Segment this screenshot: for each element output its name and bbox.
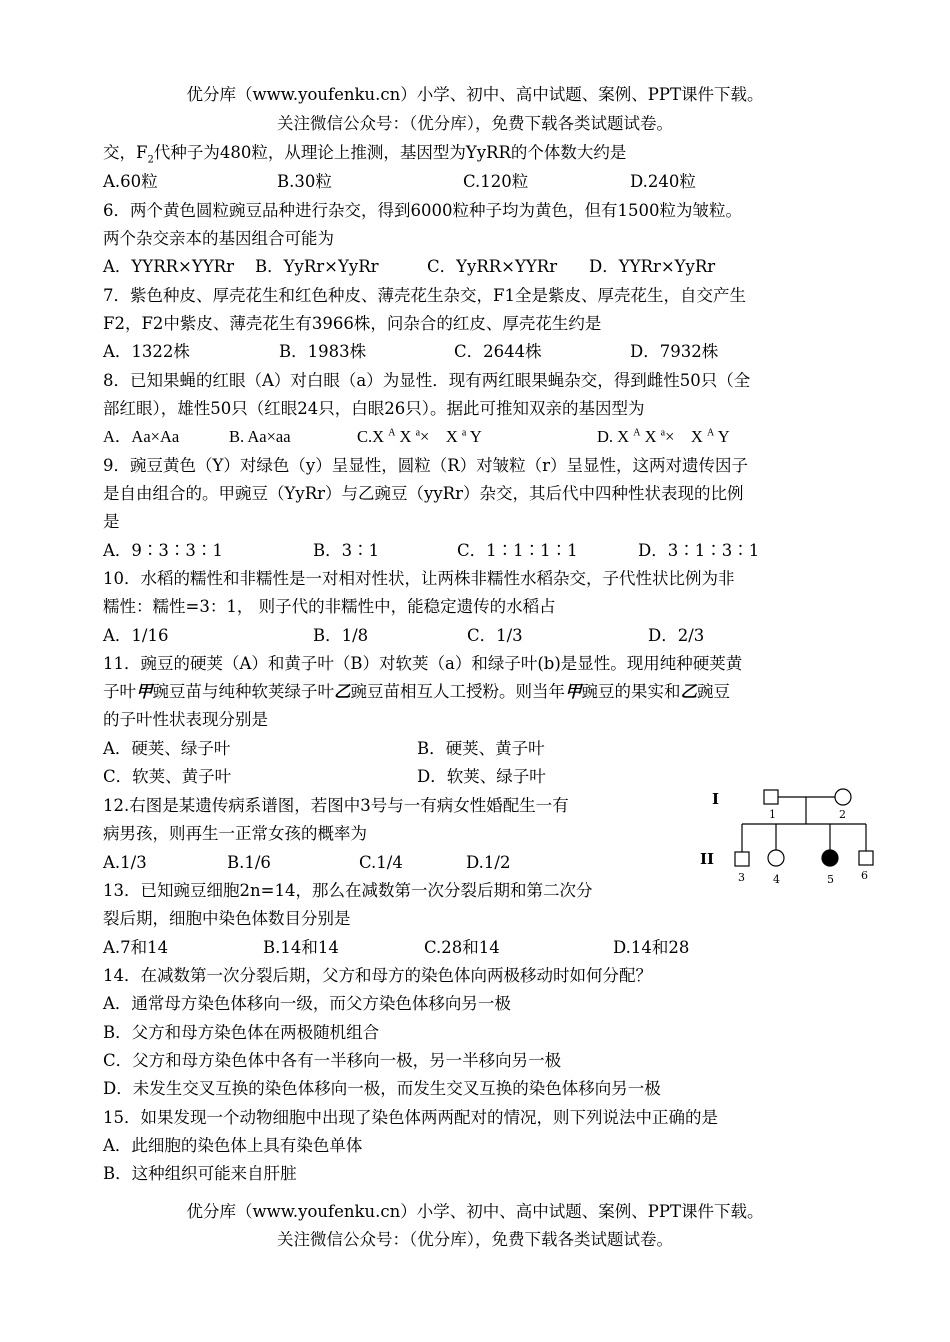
q11-option-a: A．硬荚、绿子叶 bbox=[103, 739, 231, 758]
individual-3-male bbox=[735, 852, 749, 866]
q13-stem-2: 裂后期，细胞中染色体数目分别是 bbox=[103, 909, 351, 928]
generation-i-label: I bbox=[712, 790, 720, 808]
q6-option-b: B．YyRr×YyRr bbox=[255, 257, 379, 276]
q8-stem-2: 部红眼），雄性50只（红眼24只，白眼26只）。据此可推知双亲的基因型为 bbox=[103, 399, 645, 418]
q13-option-b: B.14和14 bbox=[263, 938, 339, 957]
q7-option-a: A．1322株 bbox=[103, 342, 190, 361]
q14-option-b: B．父方和母方染色体在两极随机组合 bbox=[103, 1023, 380, 1042]
q5-option-b: B.30粒 bbox=[277, 172, 332, 191]
q8-option-d: D. X $^A$ X $^a$× X $^A$ Y bbox=[597, 427, 730, 446]
q7-stem-1: 7．紫色种皮、厚壳花生和红色种皮、薄壳花生杂交，F1全是紫皮、厚壳花生，自交产生 bbox=[103, 286, 746, 305]
q9-option-b: B．3∶1 bbox=[313, 541, 380, 560]
q15-option-a: A．此细胞的染色体上具有染色单体 bbox=[103, 1136, 363, 1155]
q10-option-c: C．1/3 bbox=[467, 626, 523, 645]
q13-option-c: C.28和14 bbox=[424, 938, 500, 957]
q9-option-c: C．1∶1∶1∶1 bbox=[457, 541, 578, 560]
q6-stem-1: 6．两个黄色圆粒豌豆品种进行杂交，得到6000粒种子均为黄色，但有1500粒为皱粒。 bbox=[103, 201, 742, 220]
header-line-1: 优分库（www.youfenku.cn）小学、初中、高中试题、案例、PPT课件下载。 bbox=[186, 85, 764, 104]
label-2: 2 bbox=[839, 808, 846, 821]
q10-option-d: D．2/3 bbox=[648, 626, 705, 645]
q9-option-a: A．9∶3∶3∶1 bbox=[103, 541, 223, 560]
individual-1-male bbox=[764, 790, 778, 804]
q13-options bbox=[103, 937, 903, 959]
generation-ii-label: II bbox=[700, 850, 715, 868]
label-3: 3 bbox=[738, 871, 745, 884]
q7-option-b: B．1983株 bbox=[279, 342, 367, 361]
q13-option-d: D.14和28 bbox=[613, 938, 690, 957]
q8-option-c: C.X $^A$ X $^a$× X $^a$ Y bbox=[357, 427, 482, 446]
pedigree-diagram bbox=[690, 782, 890, 892]
q13-stem-1: 13．已知豌豆细胞2n=14，那么在减数第一次分裂后期和第二次分 bbox=[103, 881, 593, 900]
label-6: 6 bbox=[861, 869, 868, 882]
q6-option-a: A．YYRR×YYRr bbox=[103, 257, 234, 276]
individual-2-female bbox=[835, 789, 851, 805]
q8-option-b: B. Aa×aa bbox=[229, 427, 291, 446]
q12-option-c: C.1/4 bbox=[359, 853, 403, 872]
q6-option-c: C．YyRR×YYRr bbox=[427, 257, 558, 276]
q5-options bbox=[103, 171, 903, 193]
q9-stem-3: 是 bbox=[103, 512, 120, 531]
q12-stem-2: 病男孩，则再生一正常女孩的概率为 bbox=[103, 824, 367, 843]
q8-stem-1: 8．已知果蝇的红眼（A）对白眼（a）为显性．现有两红眼果蝇杂交，得到雌性50只（全 bbox=[103, 371, 751, 390]
q12-options bbox=[103, 852, 663, 874]
q15-stem: 15．如果发现一个动物细胞中出现了染色体两两配对的情况，则下列说法中正确的是 bbox=[103, 1108, 718, 1127]
q5-option-d: D.240粒 bbox=[630, 172, 696, 191]
individual-5-affected-female bbox=[822, 850, 838, 866]
q14-option-a: A．通常母方染色体移向一级，而父方染色体移向另一极 bbox=[103, 994, 511, 1013]
q12-option-b: B.1/6 bbox=[227, 853, 271, 872]
footer-line-1: 优分库（www.youfenku.cn）小学、初中、高中试题、案例、PPT课件下载。 bbox=[186, 1202, 764, 1221]
q9-stem-2: 是自由组合的。甲豌豆（YyRr）与乙豌豆（yyRr）杂交，其后代中四种性状表现的比例 bbox=[103, 484, 744, 503]
q7-option-d: D．7932株 bbox=[630, 342, 719, 361]
q14-stem: 14．在减数第一次分裂后期，父方和母方的染色体向两极移动时如何分配？ bbox=[103, 966, 652, 985]
footer-line-2: 关注微信公众号：（优分库），免费下载各类试题试卷。 bbox=[277, 1230, 673, 1249]
q7-option-c: C．2644株 bbox=[454, 342, 542, 361]
q12-stem-1: 12.右图是某遗传病系谱图，若图中3号与一有病女性婚配生一有 bbox=[103, 796, 569, 815]
q9-option-d: D．3∶1∶3∶1 bbox=[638, 541, 760, 560]
q10-stem-2: 糯性：糯性=3：1， 则子代的非糯性中，能稳定遗传的水稻占 bbox=[103, 597, 556, 616]
q13-option-a: A.7和14 bbox=[103, 938, 169, 957]
q7-options bbox=[103, 341, 903, 363]
q6-options bbox=[103, 256, 903, 278]
header-line-2: 关注微信公众号：（优分库），免费下载各类试题试卷。 bbox=[277, 114, 673, 133]
q7-stem-2: F2，F2中紫皮、薄壳花生有3966株，问杂合的红皮、厚壳花生约是 bbox=[103, 314, 602, 333]
label-5: 5 bbox=[827, 873, 834, 886]
q11-stem-2: 子叶甲豌豆苗与纯种软荚绿子叶乙豌豆苗相互人工授粉。则当年甲豌豆的果实和乙豌豆 bbox=[103, 682, 730, 701]
label-4: 4 bbox=[773, 873, 780, 886]
q11-options-row-1 bbox=[103, 738, 903, 760]
q11-option-b: B．硬荚、黄子叶 bbox=[417, 739, 545, 758]
q8-option-a: A．Aa×Aa bbox=[103, 427, 180, 446]
q8-options bbox=[103, 426, 903, 448]
q11-option-c: C．软荚、黄子叶 bbox=[103, 767, 232, 786]
q11-stem-1: 11．豌豆的硬荚（A）和黄子叶（B）对软荚（a）和绿子叶(b)是显性。现用纯种硬荚黄 bbox=[103, 654, 743, 673]
q11-option-d: D．软荚、绿子叶 bbox=[417, 767, 546, 786]
q12-option-a: A.1/3 bbox=[103, 853, 147, 872]
q14-option-d: D．未发生交叉互换的染色体移向一极，而发生交叉互换的染色体移向另一极 bbox=[103, 1079, 661, 1098]
individual-4-female bbox=[768, 850, 784, 866]
q9-options bbox=[103, 540, 903, 562]
q5-stem: 交，$F_2$代种子为480粒，从理论上推测，基因型为YyRR的个体数大约是 bbox=[103, 143, 627, 166]
q5-option-a: A.60粒 bbox=[103, 172, 158, 191]
q15-option-b: B．这种组织可能来自肝脏 bbox=[103, 1164, 297, 1183]
q6-option-d: D．YYRr×YyRr bbox=[589, 257, 716, 276]
individual-6-male bbox=[859, 851, 873, 865]
q6-stem-2: 两个杂交亲本的基因组合可能为 bbox=[103, 229, 334, 248]
q10-options bbox=[103, 625, 903, 647]
q12-option-d: D.1/2 bbox=[466, 853, 511, 872]
q11-stem-3: 的子叶性状表现分别是 bbox=[103, 710, 268, 729]
q14-option-c: C．父方和母方染色体中各有一半移向一极，另一半移向另一极 bbox=[103, 1051, 562, 1070]
q10-option-b: B．1/8 bbox=[313, 626, 369, 645]
q5-option-c: C.120粒 bbox=[463, 172, 529, 191]
q9-stem-1: 9．豌豆黄色（Y）对绿色（y）呈显性，圆粒（R）对皱粒（r）呈显性，这两对遗传因子 bbox=[103, 456, 749, 475]
label-1: 1 bbox=[769, 808, 776, 821]
q10-stem-1: 10．水稻的糯性和非糯性是一对相对性状，让两株非糯性水稻杂交，子代性状比例为非 bbox=[103, 569, 735, 588]
q10-option-a: A．1/16 bbox=[103, 626, 169, 645]
